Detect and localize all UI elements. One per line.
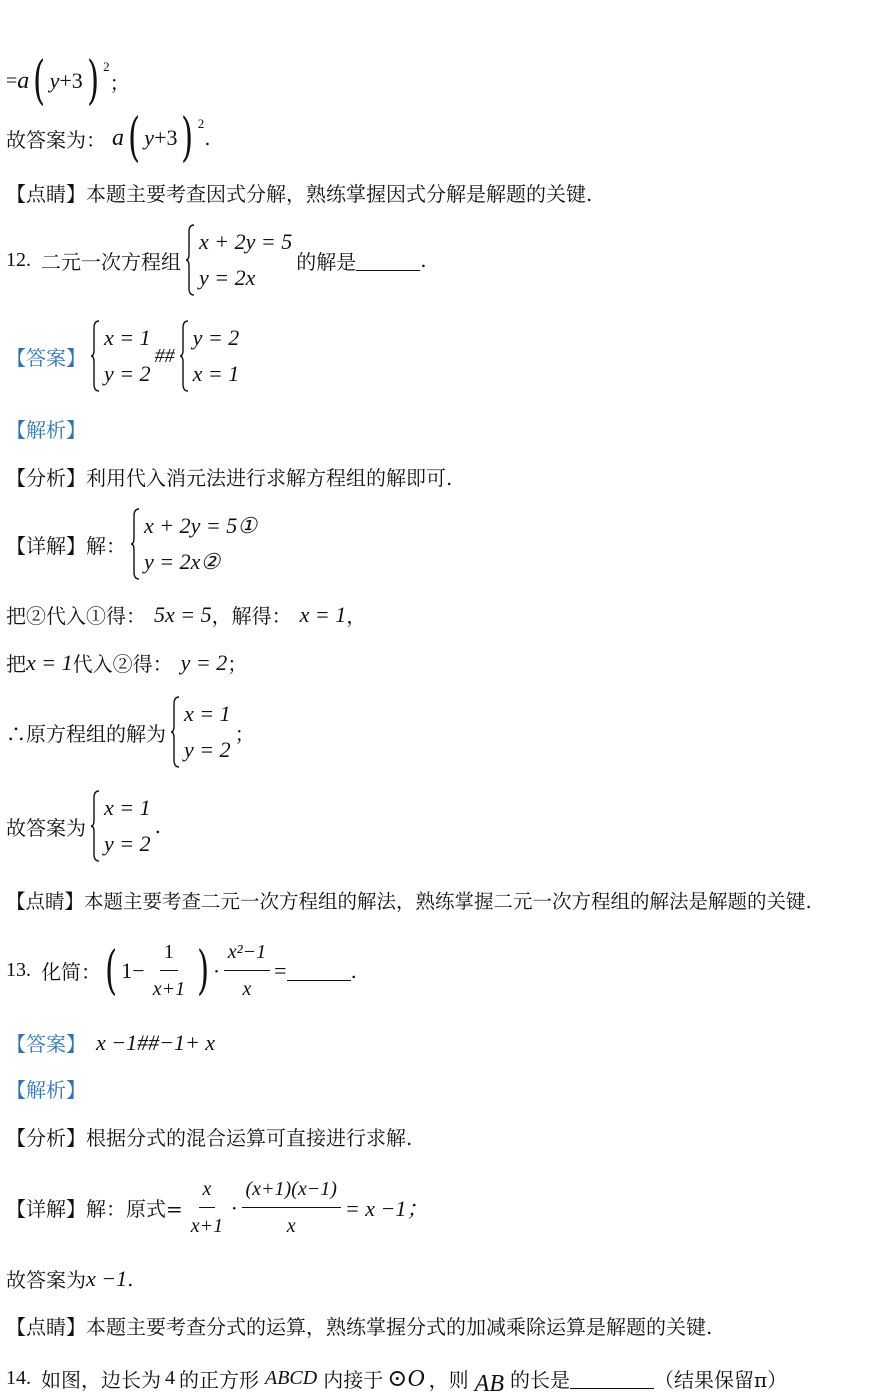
answer-blank (356, 250, 420, 271)
dianjing-1: 【点睛】本题主要考查因式分解，熟练掌握因式分解是解题的关键. (6, 182, 593, 206)
question-text: ，则 (428, 1368, 469, 1392)
solution-x: x = 1 (184, 701, 231, 726)
fenxi-2: 【分析】根据分式的混合运算可直接进行求解. (6, 1126, 413, 1150)
solution-system (90, 790, 151, 862)
step-text: ； (227, 652, 248, 676)
brace-icon (179, 320, 189, 392)
step-text: 故答案为 (6, 1268, 86, 1292)
question-14 (6, 1364, 788, 1397)
period: . (350, 958, 357, 983)
detail-13 (6, 1175, 428, 1240)
question-text: 的长是 (510, 1368, 570, 1392)
brace-icon (170, 696, 180, 768)
circle-o: ⊙O (387, 1366, 425, 1392)
question-number: 14. (6, 1367, 31, 1389)
period: . (204, 126, 211, 150)
jiexi-label-2: 【解析】 (6, 1078, 86, 1102)
question-number: 12. (6, 248, 31, 271)
denominator: x+1 (152, 978, 186, 1000)
step-equation: 5x = 5 (154, 601, 212, 627)
question-12 (6, 224, 427, 296)
paren-left: ( (128, 108, 141, 168)
numerator: 1 (160, 938, 178, 971)
var-a: a (17, 67, 30, 94)
brace-icon (185, 224, 195, 296)
numerator: x (199, 1175, 216, 1208)
denominator: x+1 (190, 1215, 224, 1237)
answer-prefix: 故答案为： (6, 127, 106, 152)
var-y: y (49, 68, 60, 93)
brace-icon (90, 790, 100, 862)
plus-three: +3 (59, 68, 83, 93)
question-13 (6, 938, 357, 1003)
fraction-2 (224, 938, 270, 1003)
paren-right: ) (181, 108, 194, 168)
step-text: . (154, 814, 161, 838)
step-text: ； (234, 721, 255, 746)
solution-x: x = 1 (192, 361, 240, 386)
equation-2: y = 2x② (144, 549, 221, 574)
solution-y: y = 2 (104, 831, 151, 856)
paren-left: ( (33, 51, 46, 111)
step-text: 把②代入①得： (6, 604, 146, 628)
step-text: ， (346, 604, 367, 628)
solution-system-b (179, 320, 240, 392)
plus-three: +3 (154, 125, 178, 150)
paren-right: ) (86, 51, 100, 111)
step-text: 故答案为 (6, 815, 86, 840)
exponent: 2 (103, 59, 110, 74)
solution-x: x = 1 (104, 795, 151, 820)
paren-right: ) (197, 940, 210, 1001)
solution-x: x = 1 (104, 325, 151, 350)
step-text: ，解得： (211, 604, 292, 628)
question-text: 如图，边长为 (41, 1368, 161, 1392)
step-equation: x = 1 (26, 649, 73, 675)
equation-system (185, 224, 292, 296)
brace-icon (130, 508, 140, 580)
line-2 (6, 108, 211, 168)
question-text: 二元一次方程组 (41, 249, 181, 274)
question-text: 的正方形 (179, 1368, 259, 1392)
step-3 (6, 696, 255, 768)
one-minus: 1− (121, 957, 145, 983)
rhs-result: = x −1； (344, 1196, 429, 1221)
dianjing-2: 【点睛】本题主要考查二元一次方程组的解法，熟练掌握二元一次方程组的解法是解题的关键. (6, 890, 812, 913)
dianjing-3: 【点睛】本题主要考查分式的运算，熟练掌握分式的加减乘除运算是解题的关键. (6, 1315, 713, 1339)
step-text: ∴原方程组的解为 (6, 721, 166, 746)
answer-label: 【答案】 (6, 345, 86, 370)
answer-label: 【答案】 (6, 1032, 86, 1056)
step-text: 把 (6, 652, 26, 676)
fenxi-1: 【分析】利用代入消元法进行求解方程组的解即可. (6, 466, 453, 490)
question-text: 内接于 (323, 1368, 384, 1392)
square-name: ABCD (265, 1367, 318, 1389)
arc-ab: AB (474, 1371, 504, 1397)
answer-blank (570, 1368, 654, 1389)
answer-value: x −1##−1+ x (96, 1029, 216, 1055)
eq-sign: = (274, 957, 287, 983)
fraction-1 (149, 938, 189, 1003)
dot-operator: · (231, 1195, 238, 1220)
equation-1: x + 2y = 5① (144, 513, 257, 538)
solution-system (170, 696, 231, 768)
detail-label: 【详解】解：原式= (6, 1197, 183, 1221)
side-length: 4 (165, 1367, 175, 1389)
fraction-2 (242, 1175, 341, 1240)
answer-12 (6, 320, 243, 392)
detail-12 (6, 508, 261, 580)
numerator: (x+1)(x−1) (242, 1175, 341, 1208)
equation-1: x + 2y = 5 (199, 229, 293, 254)
period: . (420, 248, 427, 272)
equation-system (130, 508, 257, 580)
question-note: （结果保留π） (654, 1368, 788, 1392)
exponent: 2 (197, 116, 205, 131)
solution-system-a (90, 320, 151, 392)
step-1 (6, 600, 366, 629)
step-equation: y = 2 (180, 649, 228, 675)
line-1 (6, 51, 130, 111)
question-number: 13. (6, 959, 31, 981)
solution-y: y = 2 (104, 361, 151, 386)
detail-label: 【详解】解： (6, 533, 126, 558)
step-2 (6, 648, 247, 677)
solution-y: y = 2 (192, 325, 240, 350)
denominator: x (242, 978, 252, 1000)
answer-blank (287, 960, 351, 981)
equation-2: y = 2x (199, 265, 256, 290)
dot-operator: · (213, 958, 220, 983)
denominator: x (286, 1215, 296, 1237)
step-4 (6, 790, 161, 862)
step-equation: x = 1 (299, 601, 347, 627)
answer-13 (6, 1028, 215, 1057)
jiexi-label-1: 【解析】 (6, 418, 86, 442)
eq-sign: = (6, 69, 18, 92)
numerator: x²−1 (224, 938, 270, 971)
step-5 (6, 1264, 133, 1293)
solution-y: y = 2 (184, 737, 231, 762)
paren-left: ( (105, 940, 118, 1001)
step-text: . (127, 1266, 134, 1291)
fraction-1 (187, 1175, 227, 1240)
step-text: 代入②得： (72, 652, 173, 676)
step-equation: x −1 (86, 1265, 128, 1291)
separator: ## (154, 344, 175, 367)
question-text: 化简： (41, 960, 101, 984)
semicolon: ； (109, 70, 130, 95)
question-suffix: 的解是 (296, 249, 357, 274)
var-a: a (112, 124, 124, 151)
brace-icon (90, 320, 100, 392)
var-y: y (144, 125, 155, 150)
